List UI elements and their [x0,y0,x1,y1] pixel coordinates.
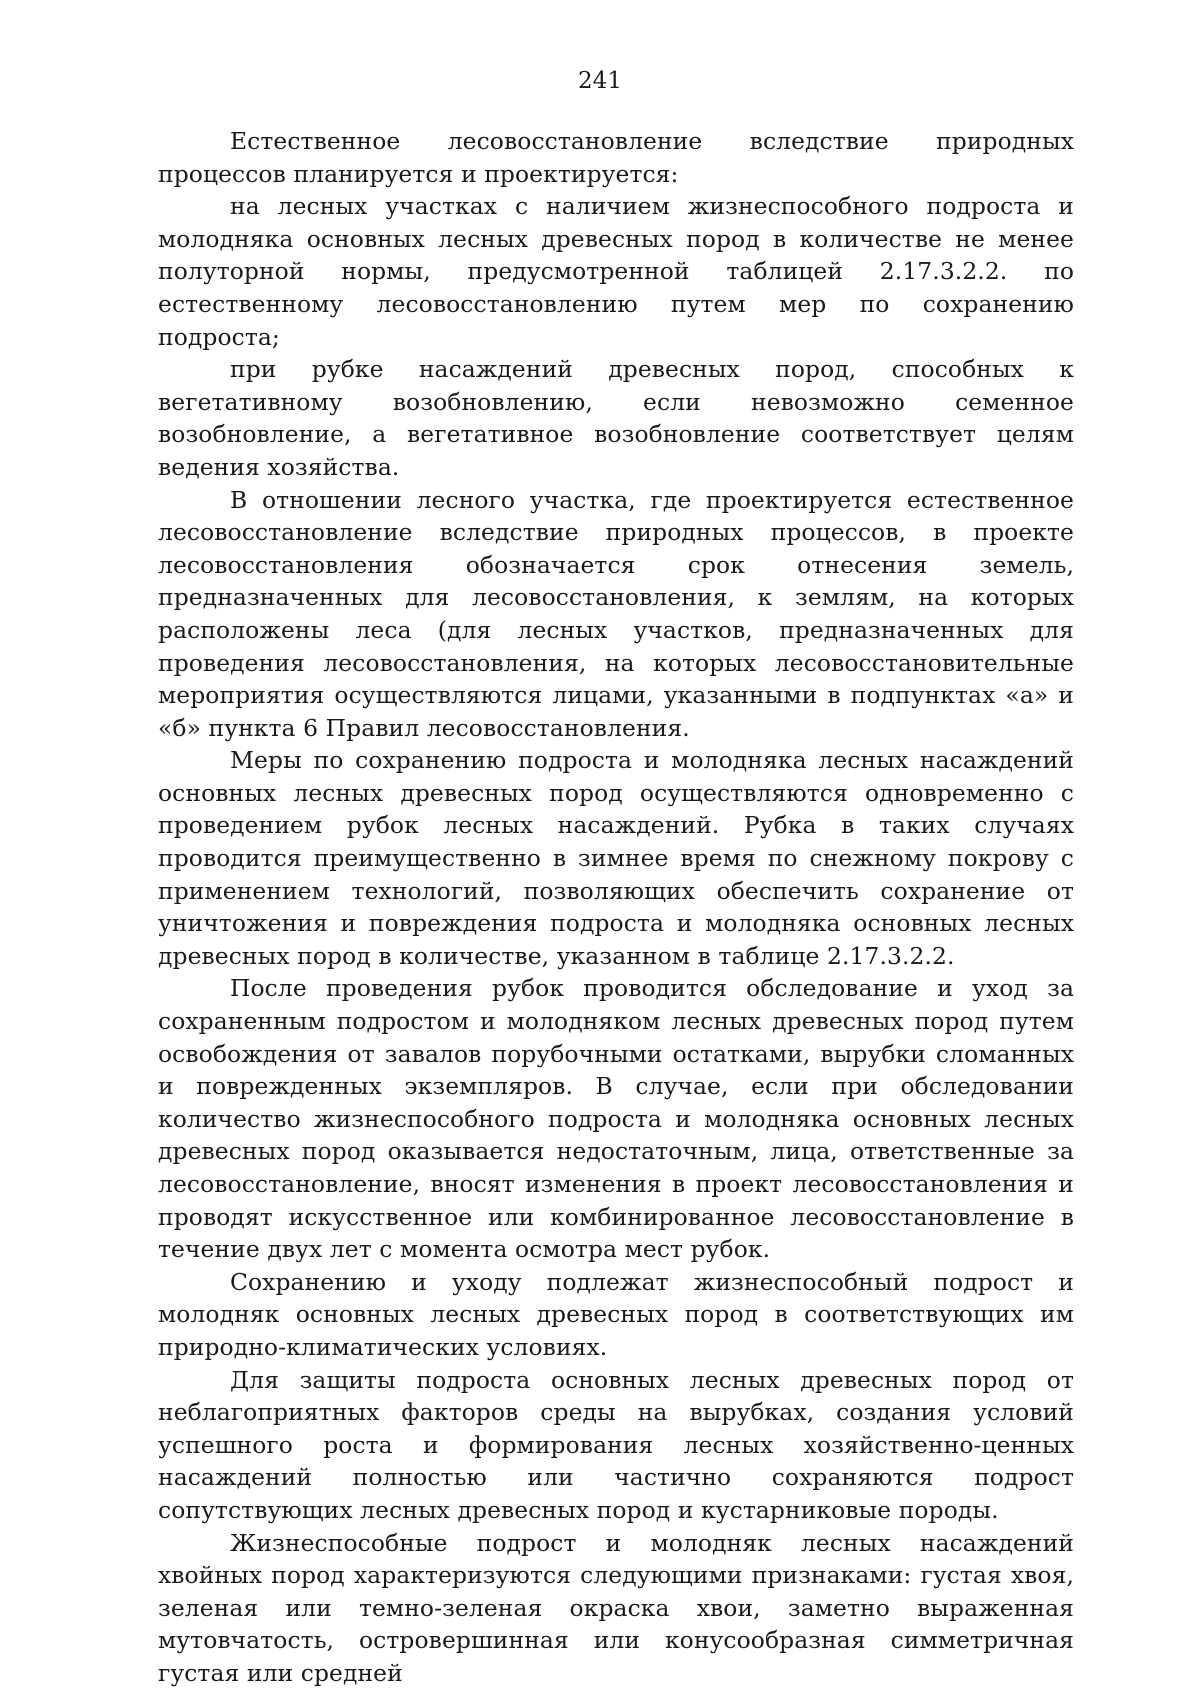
paragraph-9: Жизнеспособные подрост и молодняк лесных насаждений хвойных пород характеризуются следующими признаками: густая хвоя, зеленая или темно-зеленая окраска хвои, заметно выраженная мутовчатость, островершинная или конусообразная симметричная густая или средней [158,1528,1074,1687]
paragraph-2: на лесных участках с наличием жизнеспособного подроста и молодняка основных лесных древесных пород в количестве не менее полуторной нормы, предусмотренной таблицей 2.17.3.2.2. по естественному лесовосстановлению путем мер по сохранению подроста; [158,192,1074,351]
paragraph-8: Для защиты подроста основных лесных древесных пород от неблагоприятных факторов среды на вырубках, создания условий успешного роста и формирования лесных хозяйственно-ценных насаждений полностью или частично сохраняются подрост сопутствующих лесных древесных пород и кустарниковые породы. [158,1365,1074,1524]
paragraph-6: После проведения рубок проводится обследование и уход за сохраненным подростом и молодняком лесных древесных пород путем освобождения от завалов порубочными остатками, вырубки сломанных и поврежденных экземпляров. В случае, если при обследовании количество жизнеспособного подроста и молодняка основных лесных древесных пород оказывается недостаточным, лица, ответственные за лесовосстановление, вносят изменения в проект лесовосстановления и проводят искусственное или комбинированное лесовосстановление в течение двух лет с момента осмотра мест рубок. [158,974,1074,1264]
document-body [158,125,1074,1690]
page-number: 241 [578,68,622,94]
paragraph-7: Сохранению и уходу подлежат жизнеспособный подрост и молодняк основных лесных древесных пород в соответствующих им природно-климатических условиях. [158,1267,1074,1361]
paragraph-3: при рубке насаждений древесных пород, способных к вегетативному возобновлению, если невозможно семенное возобновление, а вегетативное возобновление соответствует целям ведения хозяйства. [158,355,1074,481]
paragraph-4: В отношении лесного участка, где проектируется естественное лесовосстановление вследствие природных процессов, в проекте лесовосстановления обозначается срок отнесения земель, предназначенных для лесовосстановления, к землям, на которых расположены леса (для лесных участков, предназначенных для проведения лесовосстановления, на которых лесовосстановительные мероприятия осуществляются лицами, указанными в подпунктах «а» и «б» пункта 6 Правил лесовосстановления. [158,485,1074,742]
paragraph-5: Меры по сохранению подроста и молодняка лесных насаждений основных лесных древесных пород осуществляются одновременно с проведением рубок лесных насаждений. Рубка в таких случаях проводится преимущественно в зимнее время по снежному покрову с применением технологий, позволяющих обеспечить сохранение от уничтожения и повреждения подроста и молодняка основных лесных древесных пород в количестве, указанном в таблице 2.17.3.2.2. [158,746,1074,970]
paragraph-1: Естественное лесовосстановление вследствие природных процессов планируется и проектируется: [158,127,1074,188]
